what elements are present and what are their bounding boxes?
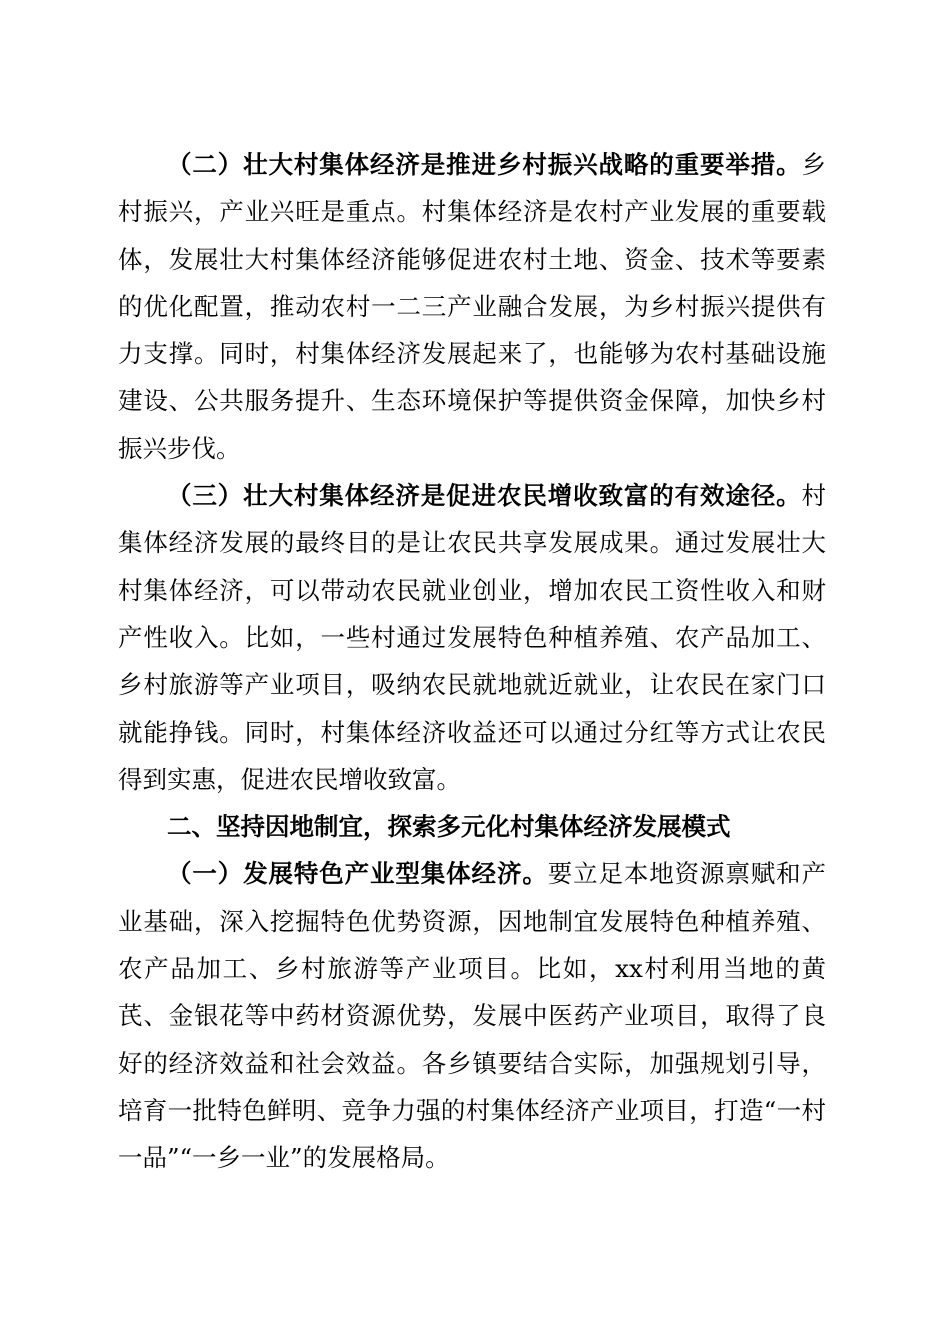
paragraph-2-strengthen-rural-revitalization [118, 141, 826, 472]
document-page [118, 141, 826, 1182]
paragraph-lead: （一）发展特色产业型集体经济。 [167, 859, 548, 889]
section-heading: 二、坚持因地制宜，探索多元化村集体经济发展模式 [167, 812, 731, 842]
paragraph-3-farmer-income [118, 472, 826, 803]
paragraph-body: 村集体经济发展的最终目的是让农民共享发展成果。通过发展壮大村集体经济，可以带动农民就业创业，增加农民工资性收入和财产性收入。比如，一些村通过发展特色种植养殖、农产品加工、乡村旅游等产业项目，吸纳农民就地就近就业，让农民在家门口就能挣钱。同时，村集体经济收益还可以通过分红等方式让农民得到实惠，促进农民增收致富。 [118, 481, 826, 794]
paragraph-body: 乡村振兴，产业兴旺是重点。村集体经济是农村产业发展的重要载体，发展壮大村集体经济能够促进农村土地、资金、技术等要素的优化配置，推动农村一二三产业融合发展，为乡村振兴提供有力支撑。同时，村集体经济发展起来了，也能够为农村基础设施建设、公共服务提升、生态环境保护等提供资金保障，加快乡村振兴步伐。 [118, 150, 826, 463]
paragraph-1-specialty-industry [118, 850, 826, 1181]
paragraph-body: 要立足本地资源禀赋和产业基础，深入挖掘特色优势资源，因地制宜发展特色种植养殖、农产品加工、乡村旅游等产业项目。比如，xx村利用当地的黄芪、金银花等中药材资源优势，发展中医药产业项目，取得了良好的经济效益和社会效益。各乡镇要结合实际，加强规划引导，培育一批特色鲜明、竞争力强的村集体经济产业项目，打造“一村一品”“一乡一业”的发展格局。 [118, 859, 827, 1173]
paragraph-lead: （三）壮大村集体经济是促进农民增收致富的有效途径。 [167, 481, 802, 511]
paragraph-lead: （二）壮大村集体经济是推进乡村振兴战略的重要举措。 [167, 150, 802, 179]
